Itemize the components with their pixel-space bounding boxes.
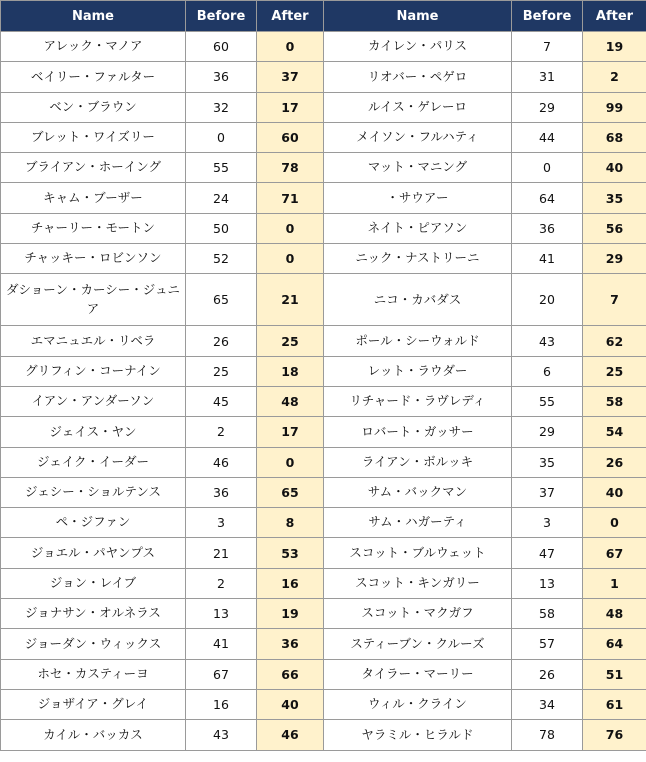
table-row (1, 326, 646, 356)
left-after-value-cell: 78 (257, 153, 324, 183)
right-player-name-cell: ニコ・カバダス (324, 274, 512, 326)
right-before-value-cell: 29 (512, 92, 583, 122)
table-row (1, 568, 646, 598)
right-after-value-cell: 54 (583, 417, 646, 447)
right-after-value-cell: 62 (583, 326, 646, 356)
left-before-value-cell: 45 (186, 386, 257, 416)
left-before-value-cell: 3 (186, 508, 257, 538)
table-row (1, 386, 646, 416)
right-before-value-cell: 26 (512, 659, 583, 689)
right-before-value-cell: 47 (512, 538, 583, 568)
left-after-value-cell: 16 (257, 568, 324, 598)
right-player-name-cell: ネイト・ピアソン (324, 213, 512, 243)
left-after-value-cell: 17 (257, 417, 324, 447)
right-before-value-cell: 0 (512, 153, 583, 183)
left-player-name-cell: ジョナサン・オルネラス (1, 599, 186, 629)
left-player-name-cell: チャッキー・ロビンソン (1, 244, 186, 274)
right-after-value-cell: 29 (583, 244, 646, 274)
left-player-name-cell: チャーリー・モートン (1, 213, 186, 243)
right-before-value-cell: 7 (512, 32, 583, 62)
right-after-value-cell: 19 (583, 32, 646, 62)
table-row (1, 153, 646, 183)
right-player-name-cell: スコット・マクガフ (324, 599, 512, 629)
left-player-name-cell: ホセ・カスティーヨ (1, 659, 186, 689)
left-after-value-cell: 53 (257, 538, 324, 568)
left-before-value-cell: 26 (186, 326, 257, 356)
right-after-value-cell: 68 (583, 122, 646, 152)
right-before-value-cell: 58 (512, 599, 583, 629)
right-after-value-cell: 64 (583, 629, 646, 659)
table-row (1, 122, 646, 152)
left-after-value-cell: 21 (257, 274, 324, 326)
left-before-value-cell: 46 (186, 447, 257, 477)
table-row (1, 356, 646, 386)
right-after-value-cell: 35 (583, 183, 646, 213)
right-player-name-cell: リチャード・ラヴレディ (324, 386, 512, 416)
left-after-value-cell: 17 (257, 92, 324, 122)
table-row (1, 244, 646, 274)
right-player-name-cell: マット・マニング (324, 153, 512, 183)
left-after-value-cell: 19 (257, 599, 324, 629)
right-after-value-cell: 2 (583, 62, 646, 92)
right-player-name-cell: スティーブン・クルーズ (324, 629, 512, 659)
right-player-name-cell: リオバー・ペゲロ (324, 62, 512, 92)
right-after-value-cell: 7 (583, 274, 646, 326)
left-after-value-cell: 37 (257, 62, 324, 92)
left-player-name-cell: キャム・ブーザー (1, 183, 186, 213)
left-after-value-cell: 0 (257, 213, 324, 243)
left-before-value-cell: 65 (186, 274, 257, 326)
right-after-value-cell: 76 (583, 720, 646, 750)
right-after-value-cell: 67 (583, 538, 646, 568)
left-player-name-cell: ブレット・ワイズリー (1, 122, 186, 152)
left-after-value-cell: 0 (257, 244, 324, 274)
header-after-left: After (257, 1, 324, 32)
table-row (1, 508, 646, 538)
table-row (1, 477, 646, 507)
right-before-value-cell: 6 (512, 356, 583, 386)
right-player-name-cell: ロバート・ガッサー (324, 417, 512, 447)
right-player-name-cell: ポール・シーウォルド (324, 326, 512, 356)
left-player-name-cell: ダショーン・カーシー・ジュニア (1, 274, 186, 326)
left-before-value-cell: 13 (186, 599, 257, 629)
left-after-value-cell: 8 (257, 508, 324, 538)
header-name-left: Name (1, 1, 186, 32)
right-player-name-cell: サム・バックマン (324, 477, 512, 507)
table-row (1, 599, 646, 629)
left-player-name-cell: ジェシー・ショルテンス (1, 477, 186, 507)
right-before-value-cell: 64 (512, 183, 583, 213)
right-player-name-cell: レット・ラウダー (324, 356, 512, 386)
left-before-value-cell: 24 (186, 183, 257, 213)
left-player-name-cell: ジョーダン・ウィックス (1, 629, 186, 659)
right-after-value-cell: 61 (583, 689, 646, 719)
left-player-name-cell: イアン・アンダーソン (1, 386, 186, 416)
left-player-name-cell: エマニュエル・リベラ (1, 326, 186, 356)
left-before-value-cell: 36 (186, 62, 257, 92)
left-player-name-cell: ペ・ジファン (1, 508, 186, 538)
left-before-value-cell: 67 (186, 659, 257, 689)
left-after-value-cell: 18 (257, 356, 324, 386)
left-before-value-cell: 41 (186, 629, 257, 659)
right-before-value-cell: 36 (512, 213, 583, 243)
left-player-name-cell: アレック・マノア (1, 32, 186, 62)
left-player-name-cell: ベイリー・ファルター (1, 62, 186, 92)
left-before-value-cell: 55 (186, 153, 257, 183)
left-player-name-cell: ジョン・レイブ (1, 568, 186, 598)
table-row (1, 213, 646, 243)
left-after-value-cell: 65 (257, 477, 324, 507)
header-row (1, 1, 646, 32)
table-row (1, 689, 646, 719)
right-player-name-cell: ウィル・クライン (324, 689, 512, 719)
right-after-value-cell: 40 (583, 153, 646, 183)
right-before-value-cell: 34 (512, 689, 583, 719)
right-before-value-cell: 20 (512, 274, 583, 326)
left-before-value-cell: 32 (186, 92, 257, 122)
left-player-name-cell: カイル・バッカス (1, 720, 186, 750)
left-after-value-cell: 0 (257, 447, 324, 477)
left-after-value-cell: 71 (257, 183, 324, 213)
right-before-value-cell: 3 (512, 508, 583, 538)
table-row (1, 183, 646, 213)
right-before-value-cell: 37 (512, 477, 583, 507)
table-row (1, 629, 646, 659)
left-after-value-cell: 48 (257, 386, 324, 416)
right-player-name-cell: ライアン・ボルッキ (324, 447, 512, 477)
left-after-value-cell: 60 (257, 122, 324, 152)
right-player-name-cell: ルイス・ゲレーロ (324, 92, 512, 122)
left-before-value-cell: 25 (186, 356, 257, 386)
left-before-value-cell: 16 (186, 689, 257, 719)
right-after-value-cell: 40 (583, 477, 646, 507)
left-before-value-cell: 2 (186, 568, 257, 598)
right-player-name-cell: サム・ハガーティ (324, 508, 512, 538)
right-player-name-cell: メイソン・フルハティ (324, 122, 512, 152)
right-after-value-cell: 51 (583, 659, 646, 689)
left-after-value-cell: 0 (257, 32, 324, 62)
right-player-name-cell: ・サウアー (324, 183, 512, 213)
right-player-name-cell: スコット・ブルウェット (324, 538, 512, 568)
left-player-name-cell: ジェイス・ヤン (1, 417, 186, 447)
left-before-value-cell: 43 (186, 720, 257, 750)
table-row (1, 274, 646, 326)
table-row (1, 659, 646, 689)
right-player-name-cell: ニック・ナストリーニ (324, 244, 512, 274)
right-player-name-cell: タイラー・マーリー (324, 659, 512, 689)
left-before-value-cell: 52 (186, 244, 257, 274)
right-after-value-cell: 1 (583, 568, 646, 598)
right-before-value-cell: 44 (512, 122, 583, 152)
right-after-value-cell: 0 (583, 508, 646, 538)
right-after-value-cell: 56 (583, 213, 646, 243)
right-before-value-cell: 55 (512, 386, 583, 416)
left-player-name-cell: ジェイク・イーダー (1, 447, 186, 477)
right-player-name-cell: カイレン・パリス (324, 32, 512, 62)
left-before-value-cell: 21 (186, 538, 257, 568)
left-before-value-cell: 0 (186, 122, 257, 152)
right-before-value-cell: 41 (512, 244, 583, 274)
table-row (1, 417, 646, 447)
header-name-right: Name (324, 1, 512, 32)
table-row (1, 538, 646, 568)
right-after-value-cell: 26 (583, 447, 646, 477)
left-after-value-cell: 46 (257, 720, 324, 750)
header-after-right: After (583, 1, 646, 32)
table-row (1, 720, 646, 750)
left-after-value-cell: 25 (257, 326, 324, 356)
table-row (1, 62, 646, 92)
right-before-value-cell: 13 (512, 568, 583, 598)
left-before-value-cell: 50 (186, 213, 257, 243)
table-row (1, 447, 646, 477)
right-before-value-cell: 43 (512, 326, 583, 356)
header-before-right: Before (512, 1, 583, 32)
right-player-name-cell: スコット・キンガリー (324, 568, 512, 598)
right-before-value-cell: 29 (512, 417, 583, 447)
left-after-value-cell: 66 (257, 659, 324, 689)
right-after-value-cell: 48 (583, 599, 646, 629)
left-player-name-cell: ジョエル・パヤンプス (1, 538, 186, 568)
right-before-value-cell: 35 (512, 447, 583, 477)
left-before-value-cell: 36 (186, 477, 257, 507)
left-player-name-cell: ブライアン・ホーイング (1, 153, 186, 183)
left-player-name-cell: ジョザイア・グレイ (1, 689, 186, 719)
left-before-value-cell: 60 (186, 32, 257, 62)
left-after-value-cell: 40 (257, 689, 324, 719)
left-before-value-cell: 2 (186, 417, 257, 447)
right-after-value-cell: 25 (583, 356, 646, 386)
right-after-value-cell: 99 (583, 92, 646, 122)
left-after-value-cell: 36 (257, 629, 324, 659)
right-before-value-cell: 78 (512, 720, 583, 750)
right-before-value-cell: 31 (512, 62, 583, 92)
right-before-value-cell: 57 (512, 629, 583, 659)
left-player-name-cell: ベン・ブラウン (1, 92, 186, 122)
right-player-name-cell: ヤラミル・ヒラルド (324, 720, 512, 750)
right-after-value-cell: 58 (583, 386, 646, 416)
left-player-name-cell: グリフィン・コーナイン (1, 356, 186, 386)
header-before-left: Before (186, 1, 257, 32)
table-row (1, 32, 646, 62)
table-row (1, 92, 646, 122)
